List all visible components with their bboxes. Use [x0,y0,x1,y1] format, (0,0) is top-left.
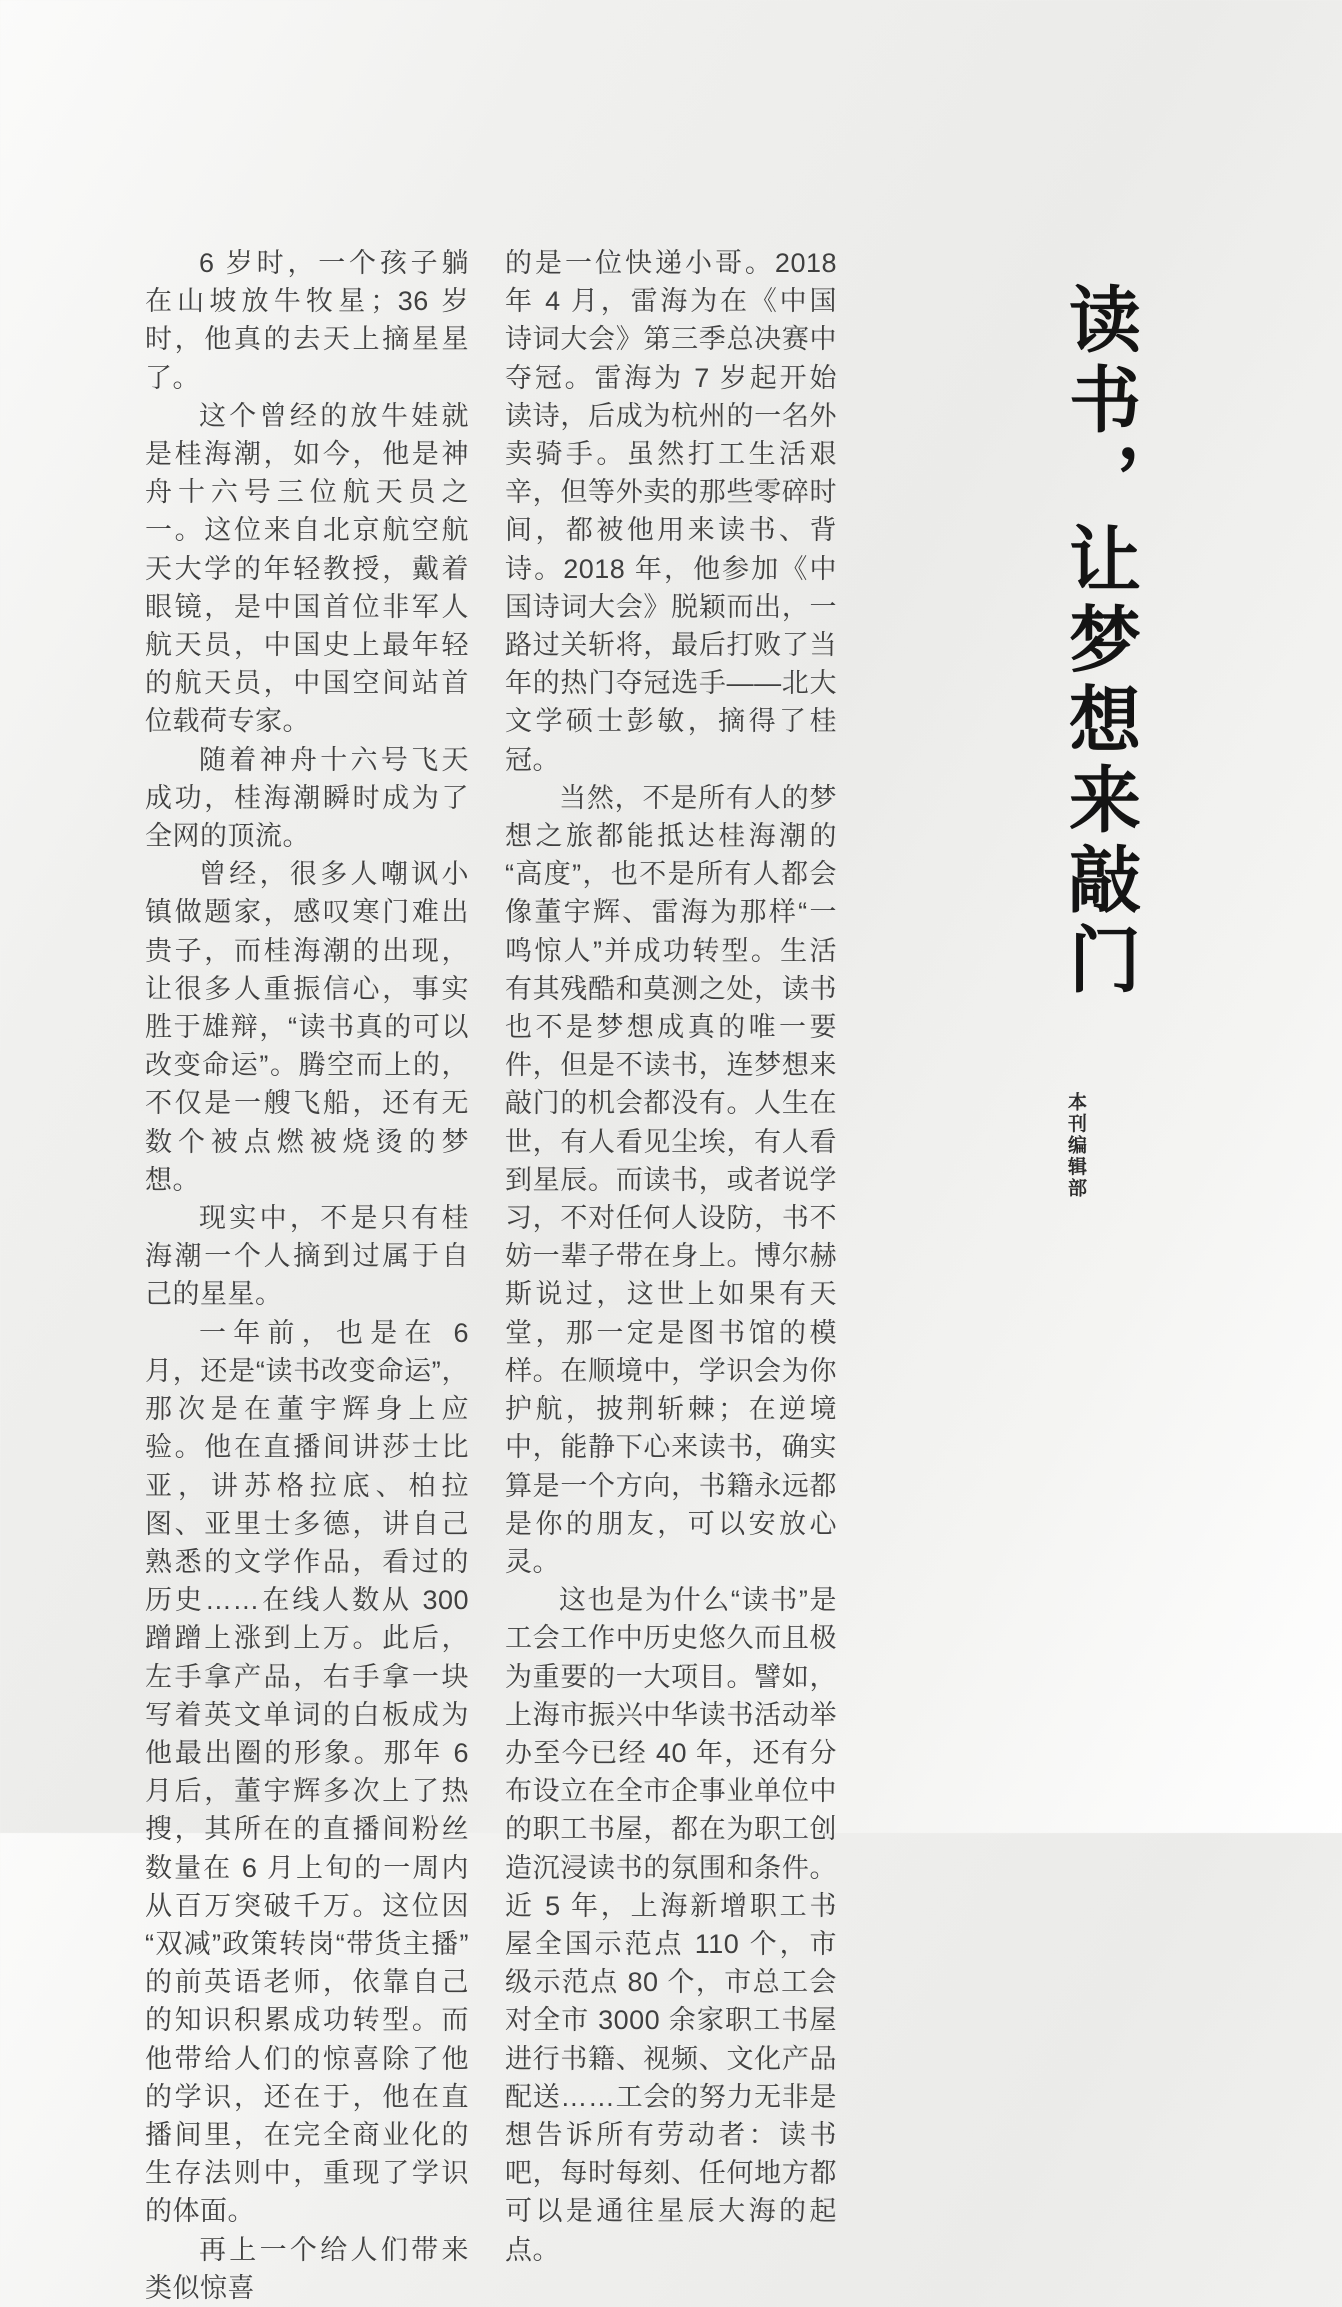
paragraph: 随着神舟十六号飞天成功，桂海潮瞬时成为了全网的顶流。 [145,744,469,852]
paragraph: 曾经，很多人嘲讽小镇做题家，感叹寒门难出贵子，而桂海潮的出现，让很多人重振信心，事实胜于雄辩，“读书真的可以改变命运”。腾空而上的，不仅是一艘飞船，还有无数个被点燃被烧烫的梦想。 [145,859,469,1195]
paragraph: 的是一位快递小哥。2018 年 4 月，雷海为在《中国诗词大会》第三季总决赛中夺冠。雷海为 7 岁起开始读诗，后成为杭州的一名外卖骑手。虽然打工生活艰辛，但等外卖的那些零碎时间，都被他用来读书、背诗。2018 年，他参加《中国诗词大会》脱颖而出，一路过关斩将，最后打败了当年的热门夺冠选手——北大文学硕士彭敏，摘得了桂冠。 [505,248,837,775]
paragraph: 这个曾经的放牛娃就是桂海潮，如今，他是神舟十六号三位航天员之一。这位来自北京航空航天大学的年轻教授，戴着眼镜，是中国首位非军人航天员，中国史上最年轻的航天员，中国空间站首位载荷专家。 [145,400,469,737]
paragraph: 一年前，也是在 6 月，还是“读书改变命运”，那次是在董宇辉身上应验。他在直播间讲莎士比亚，讲苏格拉底、柏拉图、亚里士多德，讲自己熟悉的文学作品，看过的历史……在线人数从 300 蹭蹭上涨到上万。此后，左手拿产品，右手拿一块写着英文单词的白板成为他最出圈的形象。那年 6 月后，董宇辉多次上了热搜，其所在的直播间粉丝数量在 6 月上旬的一周内从百万突破千万。这位因“双减”政策转岗“带货主播”的前英语老师，依靠自己的知识积累成功转型。而他带给人们的惊喜除了他的学识，还在于，他在直播间里，在完全商业化的生存法则中，重现了学识的体面。 [145,1317,469,2227]
article-title: 读书，让梦想来敲门 [1058,282,1138,1002]
paragraph: 6 岁时，一个孩子躺在山坡放牛牧星；36 岁时，他真的去天上摘星星了。 [145,248,469,393]
text-column-left [145,244,469,2307]
text-column-right [505,244,837,2269]
paragraph: 当然，不是所有人的梦想之旅都能抵达桂海潮的“高度”，也不是所有人都会像董宇辉、雷海为那样“一鸣惊人”并成功转型。生活有其残酷和莫测之处，读书也不是梦想成真的唯一要件，但是不读书，连梦想来敲门的机会都没有。人生在世，有人看见尘埃，有人看到星辰。而读书，或者说学习，不对任何人设防，书不妨一辈子带在身上。博尔赫斯说过，这世上如果有天堂，那一定是图书馆的模样。在顺境中，学识会为你护航，披荆斩棘；在逆境中，能静下心来读书，确实算是一个方向，书籍永远都是你的朋友，可以安放心灵。 [505,782,837,1577]
paragraph: 这也是为什么“读书”是工会工作中历史悠久而且极为重要的一大项目。譬如，上海市振兴中华读书活动举办至今已经 40 年，还有分布设立在全市企事业单位中的职工书屋，都在为职工创造沉浸读书的氛围和条件。近 5 年，上海新增职工书屋全国示范点 110 个，市级示范点 80 个，市总工会对全市 3000 余家职工书屋进行书籍、视频、文化产品配送……工会的努力无非是想告诉所有劳动者：读书吧，每时每刻、任何地方都可以是通往星辰大海的起点。 [505,1585,837,2265]
paragraph: 现实中，不是只有桂海潮一个人摘到过属于自己的星星。 [145,1203,469,1310]
byline-editorial-department: 本刊编辑部 [1065,1092,1086,1200]
paragraph: 再上一个给人们带来类似惊喜 [145,2234,469,2303]
